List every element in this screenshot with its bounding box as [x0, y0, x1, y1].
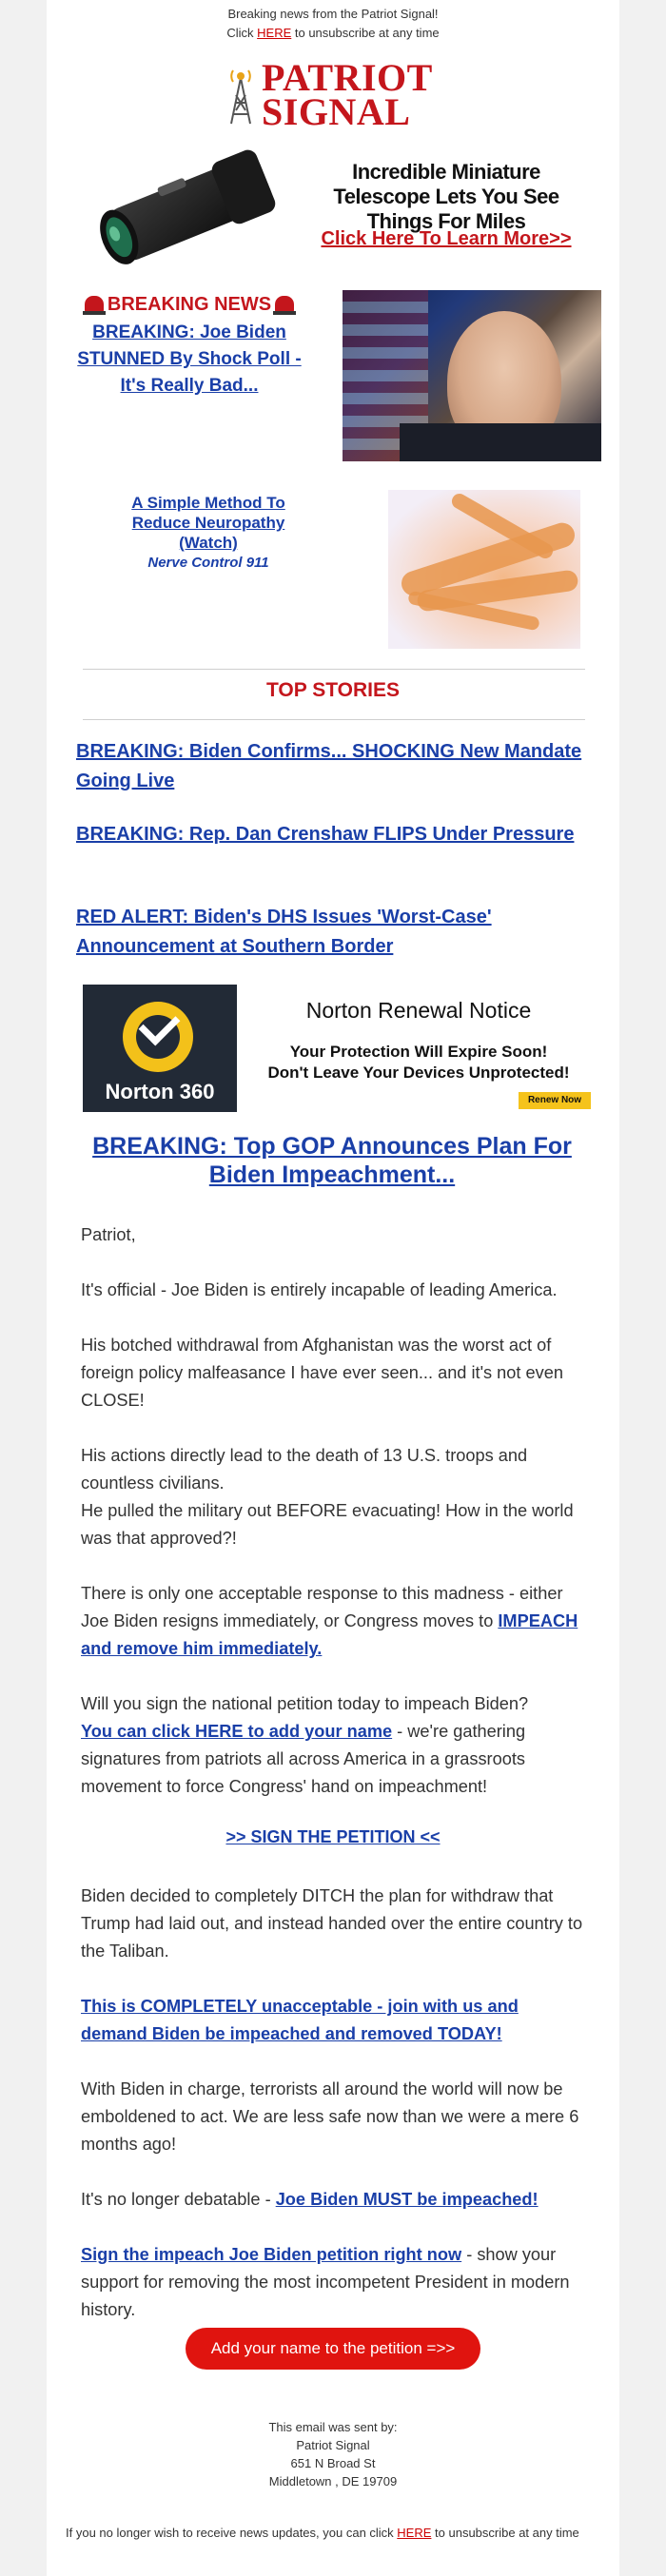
paragraph: Biden decided to completely DITCH the plan for withdraw that Trump had laid out, and instead handed over the entire country to the Taliban. — [81, 1886, 583, 1961]
neuropathy-ad-text — [113, 493, 304, 571]
footer-org: Patriot Signal — [296, 2438, 370, 2452]
top-story-link[interactable]: RED ALERT: Biden's DHS Issues 'Worst-Case' Announcement at Southern Border — [76, 907, 492, 957]
paragraph — [81, 1580, 585, 1663]
footer-unsubscribe-link[interactable]: HERE — [397, 2526, 432, 2540]
unsubscribe-link[interactable]: HERE — [257, 26, 292, 40]
neuropathy-source: Nerve Control 911 — [147, 555, 269, 571]
article-headline-link[interactable]: BREAKING: Top GOP Announces Plan For Biden Impeachment... — [92, 1133, 572, 1188]
paragraph — [81, 2186, 585, 2214]
divider — [83, 669, 585, 670]
norton-title: Norton Renewal Notice — [305, 998, 532, 1023]
paragraph-text: There is only one acceptable response to this madness - either Joe Biden resigns immediately, or Congress moves to — [81, 1584, 563, 1630]
impeach-link[interactable]: IMPEACH and remove him immediately. — [81, 1611, 578, 1658]
logo-wordmark — [262, 56, 433, 133]
suit-shape — [400, 423, 601, 461]
footer-street: 651 N Broad St — [290, 2456, 376, 2470]
breaking-news-headline-link[interactable]: BREAKING: Joe Biden STUNNED By Shock Poll - It's Really Bad... — [77, 322, 302, 396]
norton-ad[interactable] — [83, 985, 593, 1114]
demand-impeachment-link[interactable]: This is COMPLETELY unacceptable - join with us and demand Biden be impeached and removed TODAY! — [81, 1997, 519, 2043]
neuropathy-link[interactable]: A Simple Method To Reduce Neuropathy (Watch) — [131, 494, 285, 552]
paragraph-line: He pulled the military out BEFORE evacuating! How in the world was that approved?! — [81, 1501, 574, 1548]
siren-icon — [85, 296, 104, 312]
breaking-news-label: BREAKING NEWS — [107, 294, 272, 315]
biden-photo[interactable] — [343, 290, 601, 461]
paragraph-line: Will you sign the national petition today to impeach Biden? — [81, 1694, 529, 1713]
paragraph: His botched withdrawal from Afghanistan was the worst act of foreign policy malfeasance I have ever seen... and it's not even CLOSE! — [81, 1336, 563, 1410]
logo-line1: PATRIOT — [262, 56, 433, 99]
paragraph-line — [81, 1718, 585, 1801]
norton-line2: Don't Leave Your Devices Unprotected! — [267, 1064, 570, 1082]
unsub-prefix: Click — [226, 26, 258, 40]
paragraph: It's official - Joe Biden is entirely incapable of leading America. — [81, 1280, 558, 1299]
paragraph — [81, 2241, 585, 2324]
patriot-signal-logo[interactable] — [47, 56, 619, 133]
add-name-petition-button[interactable]: Add your name to the petition =>> — [186, 2328, 480, 2370]
greeting: Patriot, — [81, 1225, 136, 1244]
footer-sent-by: This email was sent by: — [268, 2420, 398, 2434]
must-be-impeached-link[interactable]: Joe Biden MUST be impeached! — [275, 2190, 539, 2209]
norton-line1: Your Protection Will Expire Soon! — [289, 1043, 548, 1061]
header-intro: Breaking news from the Patriot Signal! — [227, 7, 439, 21]
paragraph — [81, 1690, 585, 1801]
footer-address — [47, 2418, 619, 2490]
footer-city: Middletown , DE 19709 — [268, 2474, 398, 2488]
sign-petition-now-link[interactable]: Sign the impeach Joe Biden petition right now — [81, 2245, 462, 2264]
paragraph: With Biden in charge, terrorists all around the world will now be emboldened to act. We are less safe now than we were a mere 6 months ago! — [81, 2079, 579, 2154]
renew-now-button[interactable]: Renew Now — [519, 1092, 591, 1109]
telescope-ad[interactable] — [81, 141, 585, 274]
sign-petition-link[interactable]: >> SIGN THE PETITION << — [225, 1827, 441, 1846]
header-unsubscribe-line — [47, 24, 619, 43]
top-story-link[interactable]: BREAKING: Rep. Dan Crenshaw FLIPS Under Pressure — [76, 824, 575, 845]
breaking-news-block — [75, 293, 304, 400]
paragraph-line: His actions directly lead to the death of 13 U.S. troops and countless civilians. — [81, 1446, 528, 1493]
top-story-link[interactable]: BREAKING: Biden Confirms... SHOCKING New Mandate Going Live — [76, 741, 582, 791]
footer-unsubscribe — [66, 2524, 608, 2542]
logo-line2: SIGNAL — [262, 90, 411, 133]
divider — [83, 719, 585, 720]
paragraph-text: It's no longer debatable - — [81, 2190, 276, 2209]
norton-360-logo — [83, 985, 237, 1112]
norton-brand-text: Norton 360 — [105, 1080, 215, 1103]
nerve-illustration[interactable] — [388, 490, 580, 649]
radio-tower-icon — [224, 63, 258, 126]
paragraph — [81, 1993, 585, 2048]
monocular-telescope-image — [81, 141, 300, 274]
paragraph-text: - show your support for removing the most incompetent President in modern history. — [81, 2245, 570, 2319]
paragraph — [81, 1442, 585, 1552]
unsub-suffix: to unsubscribe at any time — [431, 2526, 579, 2540]
siren-icon — [275, 296, 294, 312]
telescope-ad-headline: Incredible Miniature Telescope Lets You See Things For Miles — [333, 160, 559, 233]
paragraph-text: - we're gathering signatures from patriots all across America in a grassroots movement to force Congress' hand on impeachment! — [81, 1722, 526, 1796]
learn-more-link[interactable]: Click Here To Learn More>> — [321, 228, 572, 249]
add-name-link[interactable]: You can click HERE to add your name — [81, 1722, 393, 1741]
header-note — [47, 5, 619, 43]
top-stories-title: TOP STORIES — [265, 679, 401, 701]
email-body — [47, 0, 619, 2576]
norton-message — [245, 1042, 593, 1083]
unsub-prefix: If you no longer wish to receive news updates, you can click — [66, 2526, 398, 2540]
unsub-suffix: to unsubscribe at any time — [291, 26, 440, 40]
breaking-news-label-row — [75, 293, 304, 316]
